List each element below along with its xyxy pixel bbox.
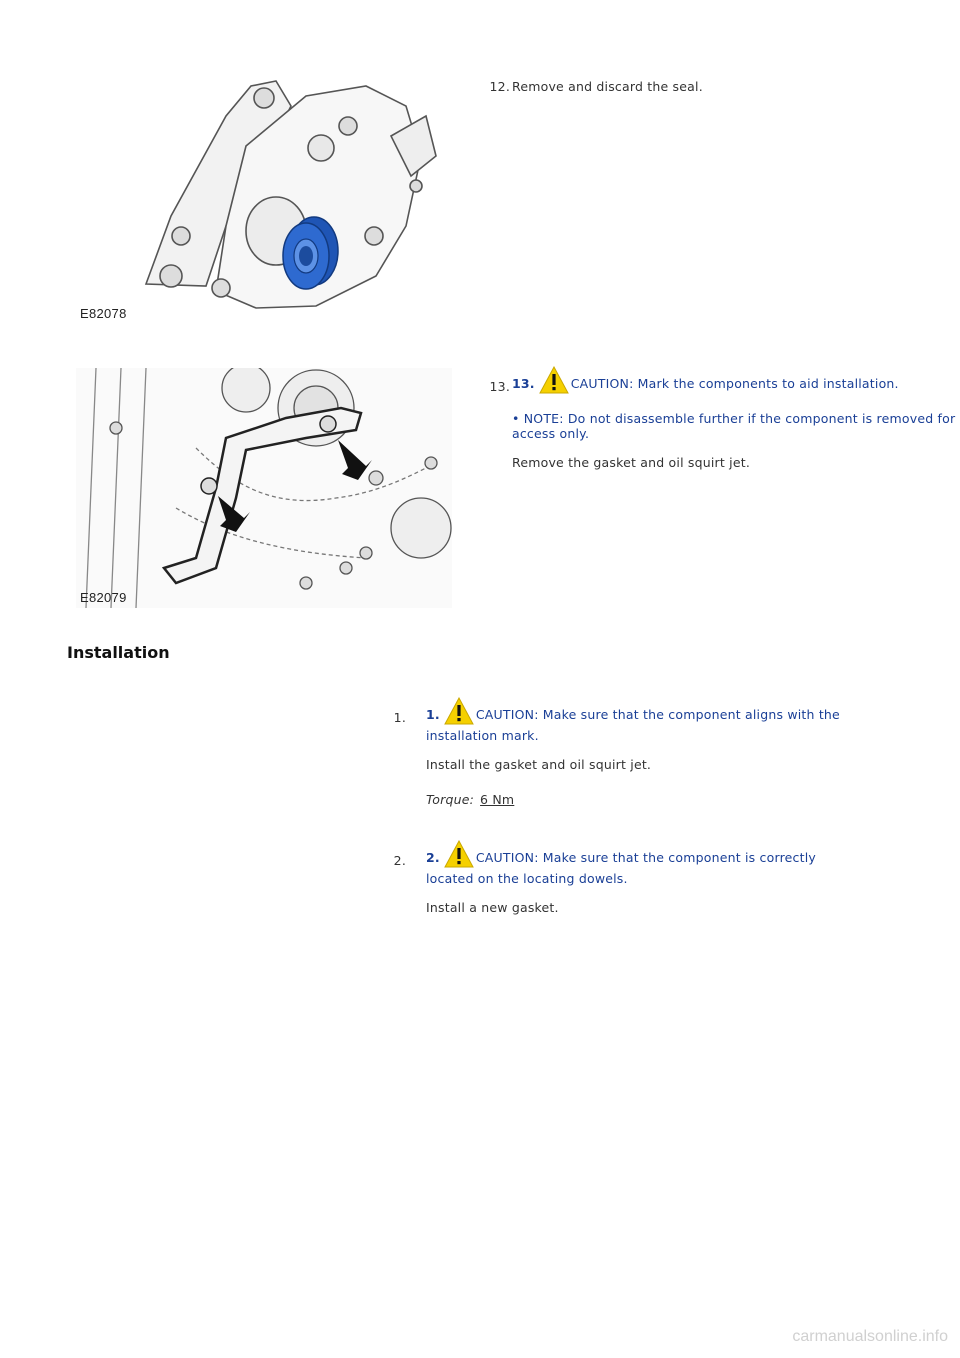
figure-seal-removal xyxy=(76,76,468,326)
warning-triangle-icon xyxy=(539,366,569,397)
figure-label: E82078 xyxy=(80,306,127,321)
warning-triangle-icon xyxy=(444,840,474,871)
installation-step-1 xyxy=(376,697,876,817)
removal-step-12 xyxy=(480,79,940,99)
caution-line xyxy=(426,840,866,886)
note-text: • NOTE: Do not disassemble further if the component is removed for access only. xyxy=(512,411,956,441)
torque-line xyxy=(426,792,866,807)
caution-text: CAUTION: Make sure that the component aligns with the installation mark. xyxy=(426,707,840,743)
caution-step-number: 1. xyxy=(426,707,440,722)
caution-step-number: 13. xyxy=(512,376,535,391)
installation-step-2 xyxy=(376,840,876,920)
step-text: Remove the gasket and oil squirt jet. xyxy=(512,455,751,470)
torque-label: Torque: xyxy=(426,792,475,807)
section-heading-installation: Installation xyxy=(67,643,170,662)
caution-text: CAUTION: Make sure that the component is correctly located on the locating dowels. xyxy=(426,850,816,886)
step-number: 13. xyxy=(489,379,510,394)
figure-label: E82079 xyxy=(80,590,127,605)
caution-step-number: 2. xyxy=(426,850,440,865)
gasket-oil-squirt-jet-illustration xyxy=(76,368,452,608)
step-number: 12. xyxy=(489,79,510,94)
figure-gasket-removal xyxy=(76,368,452,608)
step-text: Install a new gasket. xyxy=(426,900,559,915)
step-number: 2. xyxy=(393,853,406,868)
step-text: Remove and discard the seal. xyxy=(512,79,703,94)
watermark: carmanualsonline.info xyxy=(792,1328,948,1345)
removal-step-13 xyxy=(480,366,956,486)
caution-line xyxy=(426,697,866,743)
step-number: 1. xyxy=(393,710,406,725)
torque-value-link[interactable]: 6 Nm xyxy=(480,792,515,807)
seal-removal-illustration xyxy=(76,76,468,326)
step-text: Install the gasket and oil squirt jet. xyxy=(426,757,652,772)
warning-triangle-icon xyxy=(444,697,474,728)
caution-line xyxy=(512,366,960,397)
caution-text: CAUTION: Mark the components to aid installation. xyxy=(570,376,899,391)
